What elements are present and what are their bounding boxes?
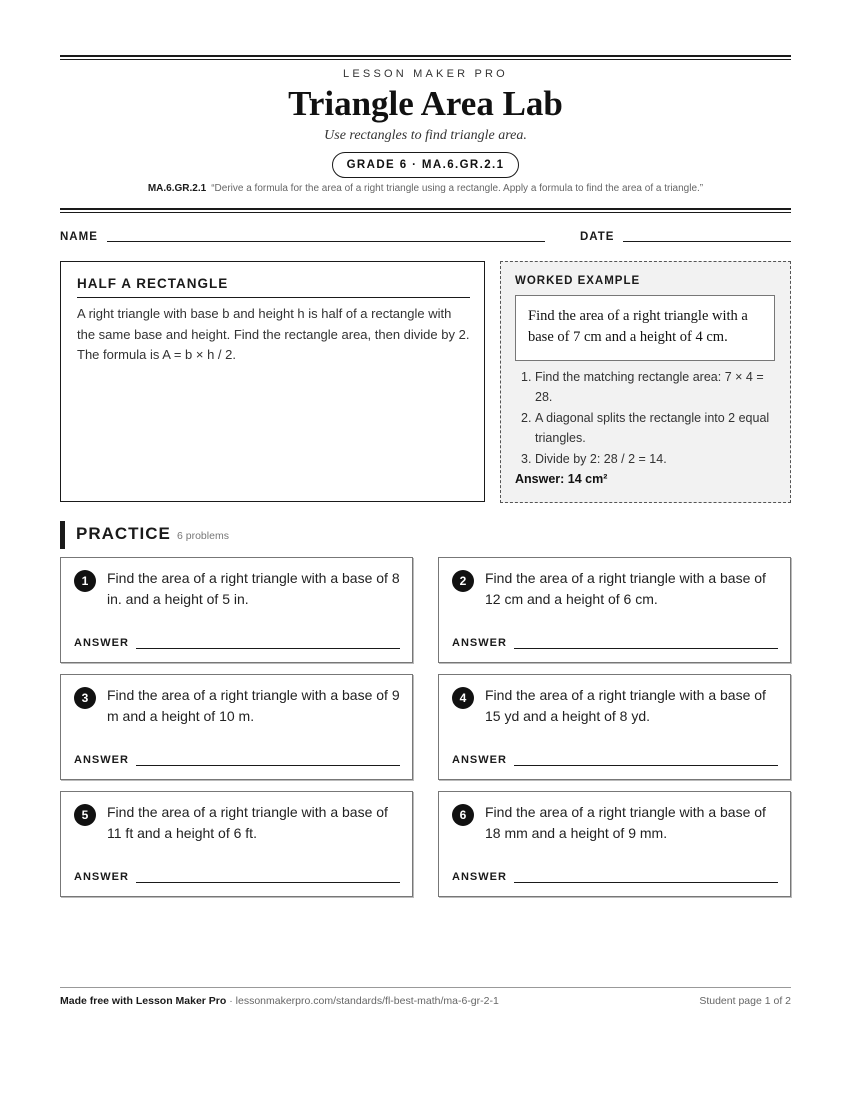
worksheet-page	[60, 0, 791, 1100]
grade-badge: GRADE 6 · MA.6.GR.2.1	[332, 152, 520, 178]
worked-example-problem: Find the area of a right triangle with a base of 7 cm and a height of 4 cm.	[515, 295, 775, 361]
concept-body: A right triangle with base b and height h is half of a rectangle with the same base and height. Find the rectangle area, then divide by 2. The formula is A = b × h / 2.	[77, 306, 470, 362]
problem-number: 5	[74, 804, 96, 826]
answer-label: ANSWER	[74, 637, 129, 649]
problem-card	[438, 557, 791, 663]
answer-label: ANSWER	[74, 754, 129, 766]
answer-field[interactable]	[514, 648, 778, 649]
problem-text: Find the area of a right triangle with a base of 15 yd and a height of 8 yd.	[485, 687, 766, 724]
problem-number: 2	[452, 570, 474, 592]
footer-rule	[60, 987, 791, 988]
answer-label: ANSWER	[452, 871, 507, 883]
standard-text: “Derive a formula for the area of a right triangle using a rectangle. Apply a formula to find the area of a triangle.”	[211, 183, 704, 194]
footer-credit	[60, 995, 499, 1007]
footer-brand: Made free with Lesson Maker Pro	[60, 995, 227, 1007]
answer-label: ANSWER	[452, 637, 507, 649]
date-field[interactable]	[623, 241, 791, 242]
page-subtitle: Use rectangles to find triangle area.	[324, 128, 527, 143]
problem-text: Find the area of a right triangle with a base of 8 in. and a height of 5 in.	[107, 570, 400, 607]
problem-number: 4	[452, 687, 474, 709]
footer-page-number: Student page 1 of 2	[699, 995, 791, 1007]
problem-text: Find the area of a right triangle with a base of 9 m and a height of 10 m.	[107, 687, 400, 724]
answer-label: ANSWER	[74, 871, 129, 883]
problem-text: Find the area of a right triangle with a base of 12 cm and a height of 6 cm.	[485, 570, 766, 607]
practice-accent-bar	[60, 521, 65, 549]
concept-box	[60, 261, 485, 502]
problem-card	[438, 674, 791, 780]
step-item: 3. Divide by 2: 28 / 2 = 14.	[521, 452, 667, 466]
step-item: 2. A diagonal splits the rectangle into 2 equal triangles.	[521, 411, 770, 445]
page-title: Triangle Area Lab	[288, 84, 563, 123]
name-field[interactable]	[107, 241, 545, 242]
step-item: 1. Find the matching rectangle area: 7 × 4 = 28.	[521, 370, 764, 404]
problem-card	[60, 674, 413, 780]
header-top-rule	[60, 55, 791, 60]
problem-text: Find the area of a right triangle with a base of 18 mm and a height of 9 mm.	[485, 804, 766, 841]
worked-example-title: WORKED EXAMPLE	[515, 275, 641, 287]
header-bottom-rule	[60, 208, 791, 213]
name-label: NAME	[60, 231, 98, 243]
problem-card	[60, 557, 413, 663]
practice-title: PRACTICE	[76, 524, 171, 543]
standard-code: MA.6.GR.2.1	[147, 183, 207, 194]
worked-example-answer: Answer: 14 cm²	[515, 472, 608, 486]
problem-text: Find the area of a right triangle with a base of 11 ft and a height of 6 ft.	[107, 804, 388, 841]
practice-count: 6 problems	[177, 530, 229, 542]
worked-example-steps	[515, 367, 780, 470]
problem-number: 6	[452, 804, 474, 826]
footer-url: · lessonmakerpro.com/standards/fl-best-math/ma-6-gr-2-1	[226, 995, 499, 1007]
answer-field[interactable]	[514, 765, 778, 766]
standard-statement	[60, 183, 791, 194]
problem-card	[60, 791, 413, 897]
problem-number: 1	[74, 570, 96, 592]
problem-number: 3	[74, 687, 96, 709]
worked-example-box	[500, 261, 791, 503]
answer-field[interactable]	[514, 882, 778, 883]
concept-title: HALF A RECTANGLE	[77, 276, 470, 298]
date-label: DATE	[580, 231, 615, 243]
brand-name: LESSON MAKER PRO	[343, 68, 508, 80]
answer-field[interactable]	[136, 765, 400, 766]
answer-field[interactable]	[136, 882, 400, 883]
grade-badge-wrap	[60, 152, 791, 178]
answer-field[interactable]	[136, 648, 400, 649]
problem-card	[438, 791, 791, 897]
answer-label: ANSWER	[452, 754, 507, 766]
